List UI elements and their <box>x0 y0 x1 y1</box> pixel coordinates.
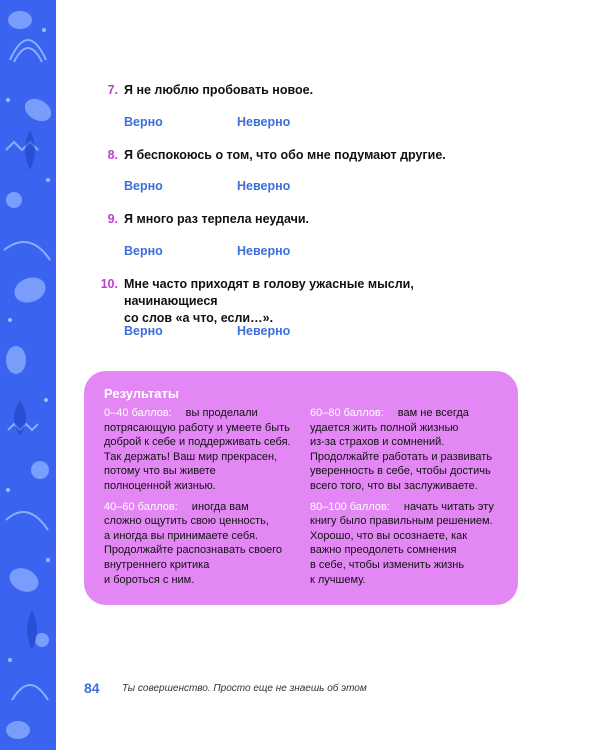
result-group <box>104 406 304 494</box>
question-text: Я много раз терпела неудачи. <box>124 212 310 226</box>
question-number: 7. <box>107 83 118 97</box>
results-title: Результаты <box>104 386 179 401</box>
answer-true-option[interactable]: Верно <box>124 115 163 129</box>
answer-false-option[interactable]: Неверно <box>237 179 291 193</box>
result-line: Хорошо, что вы осознаете, как <box>310 529 468 542</box>
result-line: полноценной жизнью. <box>104 479 216 492</box>
result-line: важно преодолеть сомнения <box>310 544 457 557</box>
score-range: 40–60 баллов: <box>104 500 178 513</box>
result-line: уверенность в себе, чтобы достичь <box>310 465 491 478</box>
result-line: иногда вам <box>191 500 249 513</box>
result-line: Так держать! Ваш мир прекрасен, <box>104 450 278 463</box>
result-line: книгу было правильным решением. <box>310 515 493 528</box>
score-range: 80–100 баллов: <box>310 500 390 513</box>
answer-true-option[interactable]: Верно <box>124 244 163 258</box>
question-text-line: со слов «а что, если…». <box>124 311 274 325</box>
score-range: 60–80 баллов: <box>310 407 384 419</box>
result-line: потому что вы живете <box>104 465 216 478</box>
answer-false-option[interactable]: Неверно <box>237 244 291 258</box>
result-line: доброй к себе и поддерживать себя. <box>104 436 291 449</box>
result-line: вы проделали <box>185 407 258 419</box>
question-text: Я беспокоюсь о том, что обо мне подумают другие. <box>124 148 446 162</box>
result-line: а иногда вы принимаете себя. <box>104 529 258 542</box>
results-column-left <box>104 406 304 593</box>
result-line: удается жить полной жизнью <box>310 421 459 434</box>
result-line: всего того, что вы заслуживаете. <box>310 479 478 492</box>
score-range: 0–40 баллов: <box>104 407 172 419</box>
question-text-line: Мне часто приходят в голову ужасные мысли, начинающиеся <box>124 277 414 308</box>
answer-true-option[interactable]: Верно <box>124 324 163 338</box>
question-text: Я не люблю пробовать новое. <box>124 83 314 97</box>
results-column-right <box>310 406 510 593</box>
answer-true-option[interactable]: Верно <box>124 179 163 193</box>
result-group <box>310 500 510 588</box>
running-title: Ты совершенство. Просто еще не знаешь об этом <box>122 683 367 694</box>
question-number: 8. <box>107 148 118 162</box>
result-line: потрясающую работу и умеете быть <box>104 421 290 434</box>
result-line: Продолжайте распознавать своего <box>104 544 283 557</box>
result-group <box>104 500 304 588</box>
result-line: сложно ощутить свою ценность, <box>104 515 269 528</box>
answer-false-option[interactable]: Неверно <box>237 324 291 338</box>
result-line: из-за страхов и сомнений. <box>310 436 445 449</box>
result-group <box>310 406 510 494</box>
results-box <box>84 371 518 605</box>
question-number: 10. <box>100 277 118 291</box>
result-line: внутреннего критика <box>104 558 210 571</box>
answer-false-option[interactable]: Неверно <box>237 115 291 129</box>
leaf-pattern-icon <box>0 0 56 750</box>
result-line: в себе, чтобы изменить жизнь <box>310 558 465 571</box>
result-line: к лучшему. <box>310 573 366 586</box>
decorative-side-band <box>0 0 56 750</box>
page-number: 84 <box>84 680 100 696</box>
result-line: вам не всегда <box>397 407 469 419</box>
result-line: Продолжайте работать и развивать <box>310 450 493 463</box>
result-line: начать читать эту <box>403 500 494 513</box>
result-line: и бороться с ним. <box>104 573 195 586</box>
question-number: 9. <box>107 212 118 226</box>
question-text <box>124 276 504 327</box>
